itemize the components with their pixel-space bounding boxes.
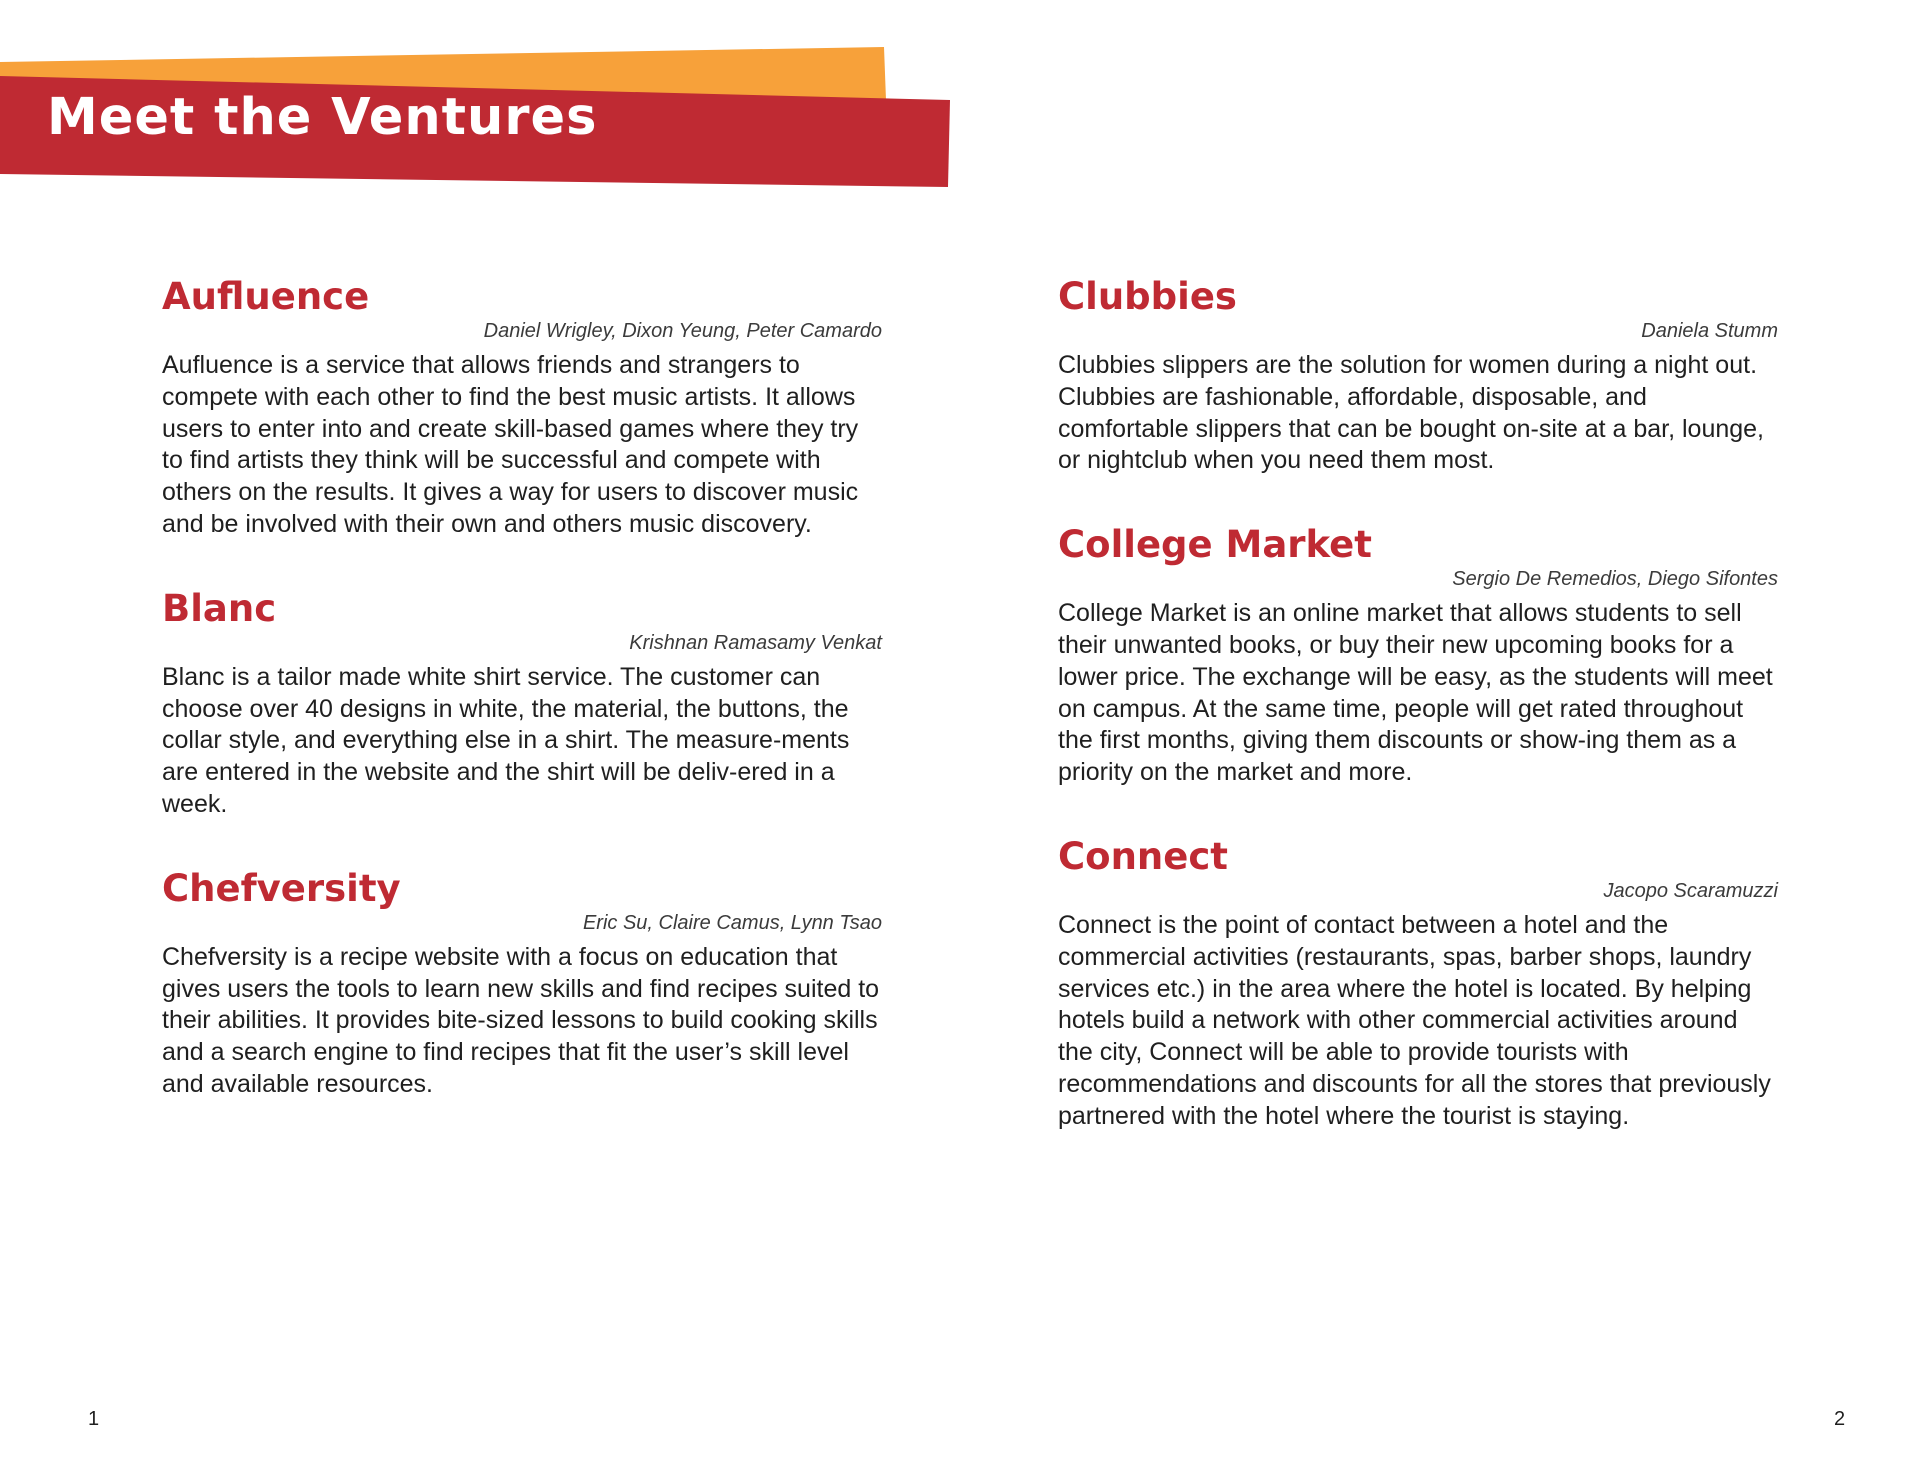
venture-connect [1058, 832, 1778, 1133]
right-column [1058, 272, 1778, 1176]
venture-name: Clubbies [1058, 275, 1237, 318]
venture-name: Connect [1058, 834, 1228, 878]
venture-name: Aufluence [162, 275, 370, 318]
venture-name: Blanc [162, 586, 277, 630]
left-column [162, 272, 882, 1144]
venture-college-market [1058, 520, 1778, 789]
venture-team: Krishnan Ramasamy Venkat [629, 631, 882, 654]
venture-description: Chefversity is a recipe website with a focus on education that gives users the tools to learn new skills and find recipes suited to their abilities. It provides bite-sized lessons to build cooking skills and a search engine to find recipes that fit the user’s skill level and available resources. [162, 942, 880, 1098]
venture-description: Aufluence is a service that allows friends and strangers to compete with each other to find the best music artists. It allows users to enter into and create skill-based games where they try to find artists they think will be successful and compete with others on the results. It gives a way for users to discover music and be involved with their own and others music discovery. [162, 351, 859, 538]
venture-team: Eric Su, Claire Camus, Lynn Tsao [582, 911, 882, 934]
venture-blanc [162, 584, 882, 821]
page-number-right: 2 [1834, 1408, 1846, 1430]
venture-team: Sergio De Remedios, Diego Sifontes [1452, 568, 1778, 591]
venture-description: College Market is an online market that allows students to sell their unwanted books, or buy their new upcoming books for a lower price. The exchange will be easy, as the students will meet on campus. At the same time, people will get rated throughout the first months, giving them discounts or show-ing them as a priority on the market and more. [1058, 599, 1773, 787]
venture-description: Blanc is a tailor made white shirt service. The customer can choose over 40 designs in white, the material, the buttons, the collar style, and everything else in a shirt. The measure-ments are entered in the website and the shirt will be deliv-ered in a week. [162, 662, 850, 818]
venture-name: College Market [1058, 523, 1372, 567]
header-banner [0, 0, 960, 200]
venture-description: Connect is the point of contact between a hotel and the commercial activities (restaurants, spas, barber shops, laundry services etc.) in the area where the hotel is located. By helping hotels build a network with other commercial activities around the city, Connect will be able to provide tourists with recommendations and discounts for all the stores that previously partnered with the hotel where the tourist is staying. [1058, 910, 1771, 1130]
page-title: Meet the Ventures [47, 88, 598, 147]
venture-clubbies [1058, 272, 1778, 477]
venture-name: Chefversity [162, 866, 401, 910]
venture-chefversity [162, 864, 882, 1101]
venture-aufluence [162, 272, 882, 541]
venture-team: Daniel Wrigley, Dixon Yeung, Peter Camardo [483, 320, 882, 342]
page-number-left: 1 [88, 1408, 100, 1430]
venture-team: Jacopo Scaramuzzi [1603, 879, 1778, 902]
venture-description: Clubbies slippers are the solution for women during a night out. Clubbies are fashionable, affordable, disposable, and comfortable slippers that can be bought on-site at a bar, lounge, or nightclub when you need them most. [1058, 351, 1765, 475]
venture-team: Daniela Stumm [1641, 320, 1778, 342]
